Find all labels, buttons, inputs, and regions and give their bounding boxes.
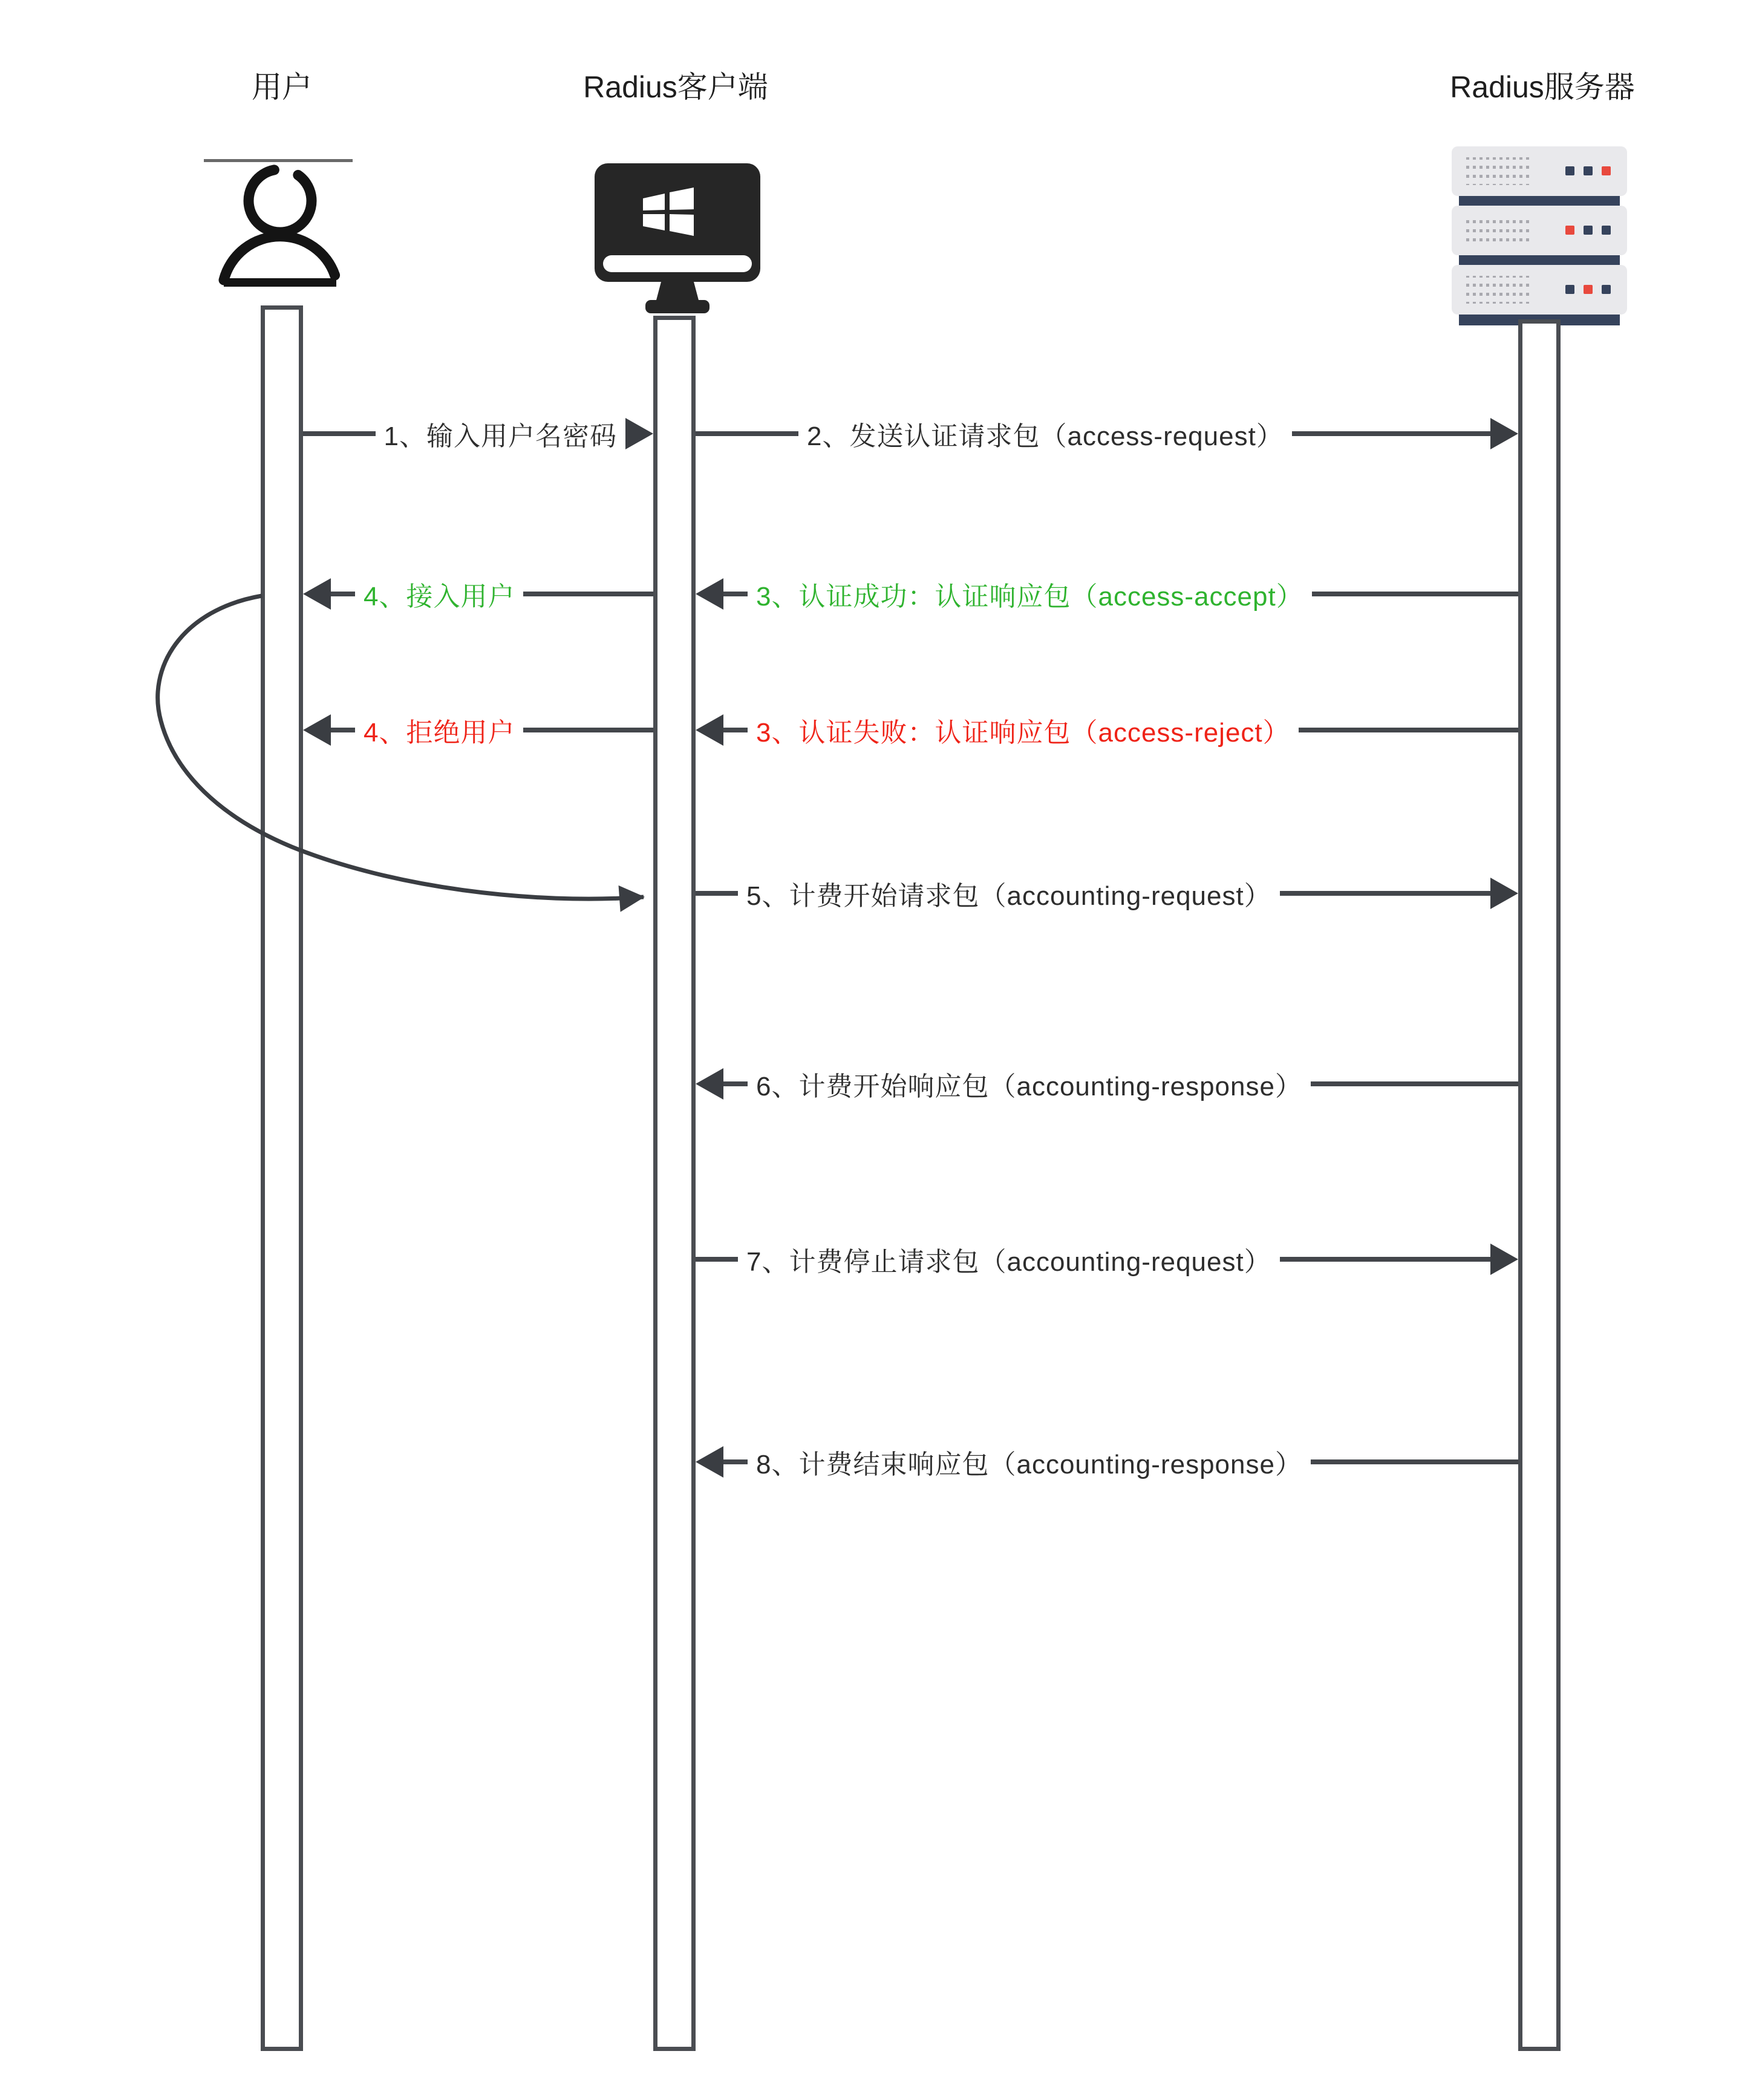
message-line bbox=[1311, 1459, 1518, 1464]
server-leds-row-2 bbox=[1565, 226, 1611, 235]
message-label: 6、计费开始响应包（accounting-response） bbox=[756, 1072, 1302, 1101]
arrowhead-left-icon bbox=[696, 714, 723, 746]
user-icon bbox=[206, 154, 357, 305]
message-line bbox=[1280, 1257, 1490, 1262]
message-accounting-stop-request bbox=[696, 1238, 1518, 1281]
message-line bbox=[696, 1257, 738, 1262]
server-leds-row-1 bbox=[1565, 166, 1611, 175]
message-line bbox=[303, 431, 376, 436]
message-line bbox=[1299, 728, 1518, 732]
windows-monitor-icon bbox=[590, 158, 765, 323]
message-line bbox=[723, 1459, 748, 1464]
lifeline-radius-server bbox=[1518, 319, 1561, 2051]
message-label: 2、发送认证请求包（access-request） bbox=[807, 422, 1284, 451]
message-line bbox=[723, 1081, 748, 1086]
message-line bbox=[1292, 431, 1490, 436]
message-access-request bbox=[696, 412, 1518, 455]
message-label: 3、认证失败：认证响应包（access-reject） bbox=[756, 718, 1290, 748]
message-line bbox=[723, 592, 748, 596]
message-access-accept bbox=[696, 572, 1518, 616]
message-label: 3、认证成功：认证响应包（access-accept） bbox=[756, 582, 1303, 611]
message-access-reject bbox=[696, 708, 1518, 752]
message-input-credentials bbox=[303, 412, 653, 455]
message-line bbox=[1312, 592, 1518, 596]
message-line bbox=[1311, 1081, 1518, 1086]
server-leds-row-3 bbox=[1565, 285, 1611, 294]
arrowhead-left-icon bbox=[696, 1446, 723, 1478]
arrowhead-left-icon bbox=[696, 578, 723, 610]
message-line bbox=[696, 431, 798, 436]
actor-label-radius-client: Radius客户端 bbox=[583, 70, 768, 104]
arrowhead-right-icon bbox=[625, 418, 653, 449]
message-accounting-start-response bbox=[696, 1062, 1518, 1106]
message-line bbox=[696, 891, 738, 896]
message-label: 4、接入用户 bbox=[364, 582, 515, 611]
message-label: 7、计费停止请求包（accounting-request） bbox=[746, 1247, 1271, 1277]
message-line bbox=[1280, 891, 1490, 896]
message-label: 4、拒绝用户 bbox=[364, 718, 515, 748]
message-label: 1、输入用户名密码 bbox=[383, 422, 617, 451]
message-label: 5、计费开始请求包（accounting-request） bbox=[746, 881, 1271, 911]
server-stack-icon bbox=[1452, 146, 1627, 325]
actor-label-radius-server: Radius服务器 bbox=[1450, 70, 1635, 104]
message-label: 8、计费结束响应包（accounting-response） bbox=[756, 1450, 1302, 1479]
arrowhead-left-icon bbox=[696, 1068, 723, 1100]
message-accounting-start-request bbox=[696, 872, 1518, 915]
message-accounting-end-response bbox=[696, 1440, 1518, 1484]
arrowhead-right-icon bbox=[1490, 878, 1518, 909]
message-line bbox=[723, 728, 748, 732]
actor-label-user: 用户 bbox=[252, 70, 312, 104]
loop-arrow-user-to-client bbox=[109, 562, 683, 950]
arrowhead-right-icon bbox=[1490, 418, 1518, 449]
arrowhead-right-icon bbox=[1490, 1244, 1518, 1275]
